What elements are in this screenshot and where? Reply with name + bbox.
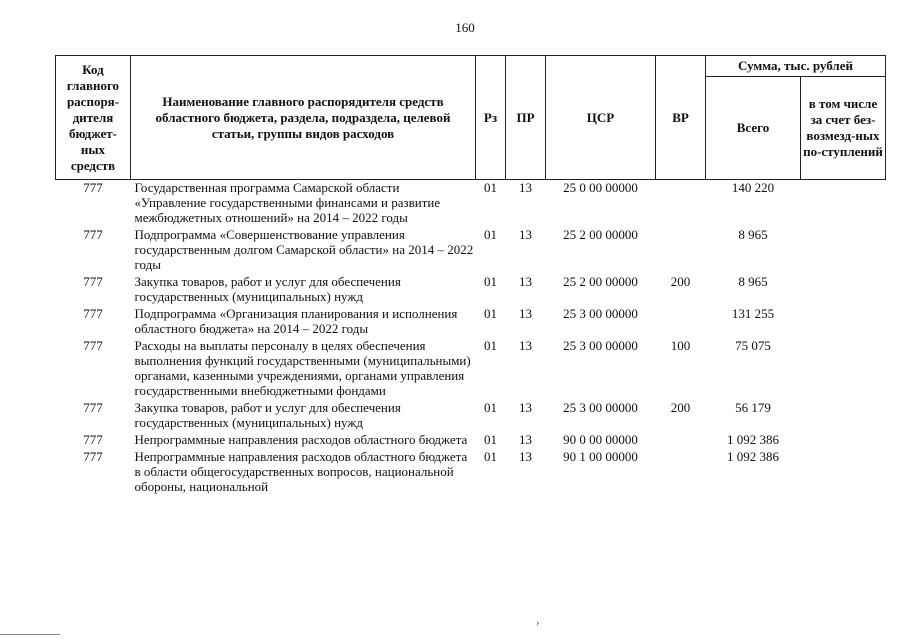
- cell-vr: [656, 306, 706, 338]
- cell-name: Подпрограмма «Совершенствование управления государственным долгом Самарской области» на 2014 – 2022 годы: [134, 227, 474, 272]
- cell-pr: 13: [519, 180, 532, 195]
- cell-csr: 90 0 00 00000: [563, 432, 638, 447]
- footer-mark: ›: [536, 618, 540, 629]
- cell-free: [801, 306, 886, 338]
- cell-code: 777: [83, 180, 103, 195]
- scan-artifact-line: [0, 634, 60, 635]
- cell-csr: 25 3 00 00000: [563, 338, 638, 353]
- budget-table: [55, 55, 886, 496]
- header-name: Наименование главного распорядителя средств областного бюджета, раздела, подраздела, целевой статьи, группы видов расходов: [131, 56, 476, 180]
- cell-csr: 25 2 00 00000: [563, 274, 638, 289]
- cell-rz: 01: [484, 274, 497, 289]
- cell-rz: 01: [484, 180, 497, 195]
- table-header: [56, 56, 886, 180]
- cell-rz: 01: [484, 338, 497, 353]
- header-rz: Рз: [476, 56, 506, 180]
- cell-vr: [656, 432, 706, 449]
- cell-total: 1 092 386: [727, 449, 779, 464]
- cell-free: [801, 432, 886, 449]
- cell-rz: 01: [484, 449, 497, 464]
- header-sum: Сумма, тыс. рублей: [706, 56, 886, 77]
- cell-total: 8 965: [738, 227, 768, 242]
- table-row: [56, 306, 886, 338]
- cell-vr: [656, 449, 706, 496]
- cell-name: Непрограммные направления расходов областного бюджета в области общегосударственных вопросов, национальной обороны, национальной: [134, 449, 468, 494]
- table-row: [56, 274, 886, 306]
- table-body: [56, 180, 886, 497]
- cell-total: 140 220: [731, 180, 775, 195]
- header-free: в том числе за счет без-возмезд-ных по-ступлений: [801, 77, 886, 180]
- cell-csr: 25 2 00 00000: [563, 227, 638, 242]
- cell-total: 8 965: [738, 274, 768, 289]
- cell-code: 777: [83, 338, 103, 353]
- header-total: Всего: [706, 77, 801, 180]
- cell-free: [801, 180, 886, 228]
- cell-pr: 13: [519, 306, 532, 321]
- cell-rz: 01: [484, 432, 497, 447]
- cell-pr: 13: [519, 338, 532, 353]
- cell-code: 777: [83, 432, 103, 447]
- cell-csr: 25 3 00 00000: [563, 306, 638, 321]
- cell-free: [801, 449, 886, 496]
- cell-pr: 13: [519, 400, 532, 415]
- cell-code: 777: [83, 227, 103, 242]
- cell-free: [801, 400, 886, 432]
- cell-csr: 25 0 00 00000: [563, 180, 638, 195]
- table-row: [56, 400, 886, 432]
- cell-pr: 13: [519, 432, 532, 447]
- cell-name: Расходы на выплаты персоналу в целях обеспечения выполнения функций государственными (муниципальными) органами, казенными учреждениями, органами управления государственными внебюджетными фондами: [134, 338, 471, 398]
- cell-name: Закупка товаров, работ и услуг для обеспечения государственных (муниципальных) нужд: [134, 400, 401, 430]
- cell-code: 777: [83, 400, 103, 415]
- cell-free: [801, 227, 886, 274]
- cell-name: Закупка товаров, работ и услуг для обеспечения государственных (муниципальных) нужд: [134, 274, 401, 304]
- table-row: [56, 180, 886, 228]
- cell-vr: [656, 227, 706, 274]
- cell-code: 777: [83, 449, 103, 464]
- cell-total: 1 092 386: [727, 432, 779, 447]
- header-csr: ЦСР: [546, 56, 656, 180]
- cell-rz: 01: [484, 400, 497, 415]
- header-code: Код главного распоря-дителя бюджет-ных средств: [56, 56, 131, 180]
- cell-vr: 200: [670, 274, 691, 289]
- header-vr: ВР: [656, 56, 706, 180]
- table-row: [56, 227, 886, 274]
- cell-pr: 13: [519, 227, 532, 242]
- cell-name: Государственная программа Самарской области «Управление государственными финансами и развитие межбюджетных отношений» на 2014 – 2022 годы: [134, 180, 441, 225]
- cell-csr: 90 1 00 00000: [563, 449, 638, 464]
- cell-free: [801, 274, 886, 306]
- header-pr: ПР: [506, 56, 546, 180]
- cell-total: 56 179: [735, 400, 771, 415]
- cell-name: Непрограммные направления расходов областного бюджета: [134, 432, 468, 447]
- cell-rz: 01: [484, 227, 497, 242]
- cell-free: [801, 338, 886, 400]
- cell-code: 777: [83, 274, 103, 289]
- cell-name: Подпрограмма «Организация планирования и исполнения областного бюджета» на 2014 – 2022 годы: [134, 306, 458, 336]
- table-row: [56, 338, 886, 400]
- cell-vr: 200: [670, 400, 691, 415]
- table-row: [56, 449, 886, 496]
- table-row: [56, 432, 886, 449]
- cell-total: 131 255: [731, 306, 775, 321]
- page-number: 160: [455, 20, 475, 35]
- cell-total: 75 075: [735, 338, 771, 353]
- cell-vr: [656, 180, 706, 228]
- cell-vr: 100: [670, 338, 691, 353]
- cell-pr: 13: [519, 449, 532, 464]
- cell-csr: 25 3 00 00000: [563, 400, 638, 415]
- cell-pr: 13: [519, 274, 532, 289]
- cell-rz: 01: [484, 306, 497, 321]
- cell-code: 777: [83, 306, 103, 321]
